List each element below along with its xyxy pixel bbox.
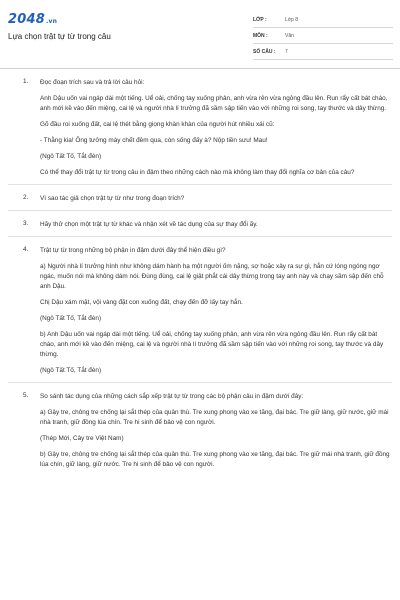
question-text: So sánh tác dụng của những cách sắp xếp trật tự từ trong các bộ phận câu in đậm dưới đây: — [40, 393, 304, 400]
passage-paragraph: a) Người nhà lí trưởng hình như không dám hành hạ một người ốm nặng, sợ hoặc xảy ra sự gì, hắn cứ lóng ngóng ngơ ngác, muốn nói mà không dám nói. Đùng đùng, cai lệ giật phắt cái dây thừng trong tay anh này và chạy sầm sập đến chỗ anh Dậu. — [40, 263, 384, 290]
question-5 — [0, 392, 400, 470]
question-4 — [0, 246, 400, 376]
passage-source: (Ngô Tất Tố, Tắt đèn) — [40, 153, 102, 160]
meta-table — [253, 12, 393, 60]
question-divider — [8, 382, 392, 383]
passage-paragraph: Chị Dậu xám mặt, vội vàng đặt con xuống đất, chạy đến đỡ lấy tay hắn. — [40, 299, 243, 306]
question-divider — [8, 236, 392, 237]
passage-paragraph: Gõ đầu roi xuống đất, cai lệ thét bằng giọng khàn khàn của người hút nhiều xái cũ: — [40, 121, 275, 128]
question-number: 3. — [23, 220, 29, 227]
question-list — [0, 78, 400, 476]
document-title: Lựa chọn trật tự từ trong câu — [8, 32, 111, 41]
question-divider — [8, 184, 392, 185]
logo-text: 2048 — [8, 12, 45, 27]
question-text: Vì sao tác giả chọn trật tự từ như trong đoạn trích? — [40, 195, 185, 202]
meta-row-class — [253, 12, 393, 28]
site-logo[interactable] — [8, 12, 57, 27]
passage-paragraph: - Thằng kia! Ông tưởng mày chết đêm qua, còn sống đấy à? Nộp tiền sưu! Mau! — [40, 137, 268, 144]
question-number: 1. — [23, 78, 29, 85]
question-number: 2. — [23, 194, 29, 201]
page-header — [0, 0, 400, 68]
meta-row-subject — [253, 28, 393, 44]
question-text: Đọc đoạn trích sau và trả lời câu hỏi: — [40, 79, 145, 86]
meta-label-class: LỚP : — [253, 16, 267, 23]
passage-paragraph: b) Gậy tre, chông tre chống lại sắt thép của quân thù. Tre xung phong vào xe tăng, đại bác. Tre giữ mái nhà tranh, giữ đồng lúa chín, giữ làng, giữ nước. Tre hi sinh để bảo vệ con người. — [40, 451, 390, 468]
question-text: Hãy thử chọn một trật tự từ khác và nhận xét về tác dụng của sự thay đổi ấy. — [40, 221, 258, 228]
meta-value-subject: Văn — [285, 32, 294, 39]
question-2 — [0, 194, 400, 204]
meta-row-count — [253, 44, 393, 60]
passage-source: (Ngô Tất Tố, Tắt đèn) — [40, 315, 102, 322]
meta-value-class: Lớp 8 — [285, 16, 299, 23]
question-text: Trật tự từ trong những bộ phận in đậm dưới đây thể hiện điều gì? — [40, 247, 226, 254]
passage-paragraph: b) Anh Dậu uốn vai ngáp dài một tiếng. Uể oải, chống tay xuống phản, anh vừa rên vừa ngỏng đầu lên. Run rẩy cất bát cháo, anh mới kề vào đến miệng, cai lệ và người nhà lí trưởng đã sầm sập tiến vào với những roi song, tay thước và dây thừng. — [40, 331, 384, 358]
question-prompt: Có thể thay đổi trật tự từ trong câu in đậm theo những cách nào mà không làm thay đổi nghĩa cơ bản của câu? — [40, 169, 355, 176]
passage-source: (Ngô Tất Tố, Tắt đèn) — [40, 367, 102, 374]
question-divider — [8, 210, 392, 211]
question-1 — [0, 78, 400, 178]
question-3 — [0, 220, 400, 230]
passage-source: (Thép Mới, Cây tre Việt Nam) — [40, 435, 124, 442]
question-number: 4. — [23, 246, 29, 253]
meta-value-count: 7 — [285, 48, 288, 55]
logo-suffix: .vn — [45, 18, 58, 25]
question-number: 5. — [23, 392, 29, 399]
header-divider — [0, 68, 400, 69]
meta-label-subject: MÔN : — [253, 32, 268, 39]
passage-paragraph: a) Gậy tre, chông tre chống lại sắt thép của quân thù. Tre xung phong vào xe tăng, đại bác. Tre giữ làng, giữ nước, giữ mái nhà tranh, giữ đồng lúa chín. Tre hi sinh để bảo vệ con người. — [40, 409, 389, 426]
meta-label-count: SỐ CÂU : — [253, 48, 276, 55]
passage-paragraph: Anh Dậu uốn vai ngáp dài một tiếng. Uể oải, chống tay xuống phản, anh vừa rên vừa ngỏng đầu lên. Run rẩy cất bát cháo, anh mới kề vào đến miệng, cai lệ và người nhà lí trưởng đã sầm sập tiến vào với những roi song, tay thước và dây thừng. — [40, 95, 388, 112]
